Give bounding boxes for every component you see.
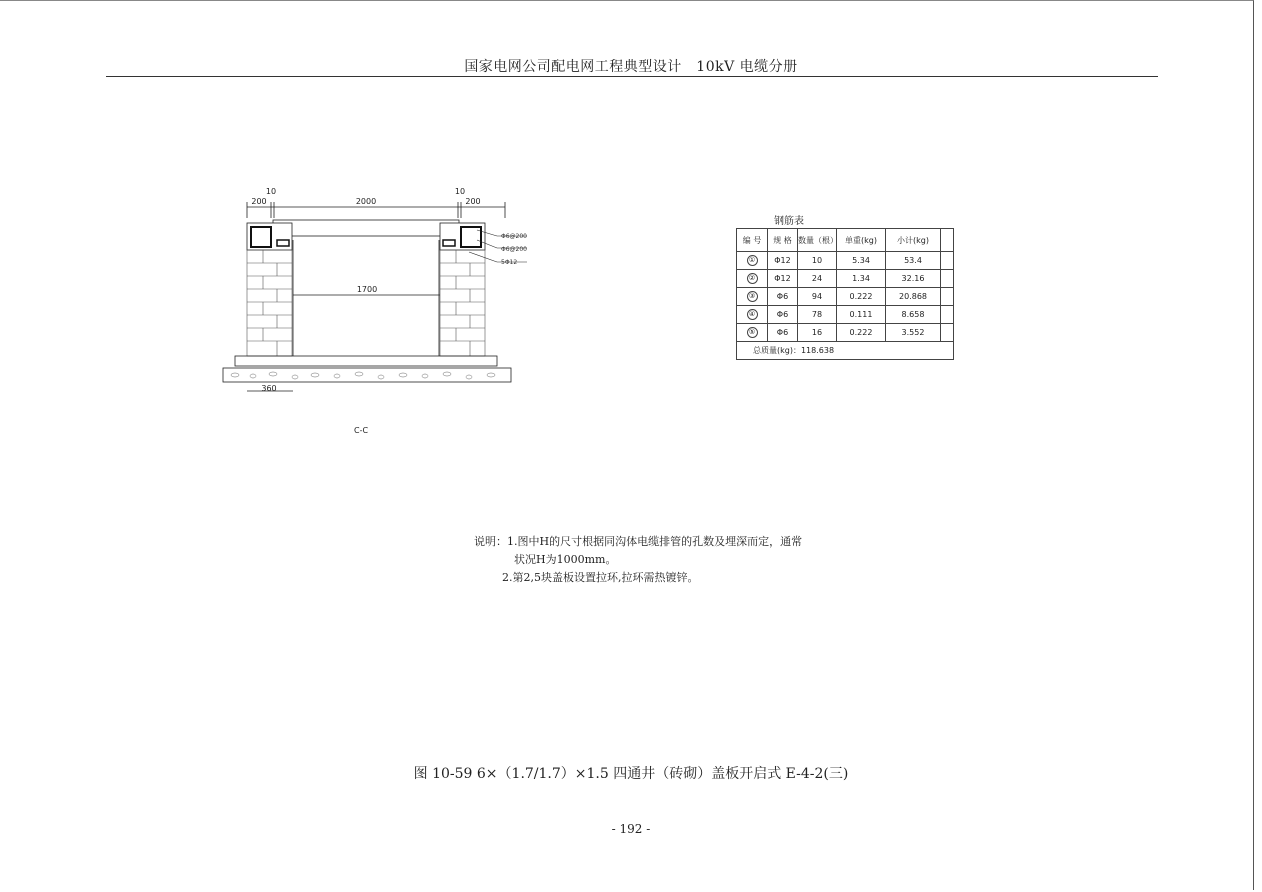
dim-gap-right: 10 bbox=[454, 187, 466, 196]
rebar-table bbox=[736, 228, 954, 360]
header-blank bbox=[941, 229, 954, 252]
table-row bbox=[737, 288, 954, 306]
cover-slab bbox=[273, 220, 459, 236]
header-title: 国家电网公司配电网工程典型设计 10kV 电缆分册 bbox=[464, 59, 798, 75]
row-no: ③ bbox=[747, 291, 758, 302]
callout-1-text: Φ6@200 bbox=[501, 233, 527, 240]
row-unit: 0.111 bbox=[837, 306, 886, 324]
note-1: 1.图中H的尺寸根据同沟体电缆排管的孔数及埋深而定，通常 bbox=[507, 535, 803, 548]
table-total-row bbox=[737, 342, 954, 360]
row-subtotal: 53.4 bbox=[886, 252, 941, 270]
notes-label: 说明： bbox=[474, 535, 507, 548]
gravel-texture bbox=[231, 372, 495, 379]
row-subtotal: 3.552 bbox=[886, 324, 941, 342]
table-header-row bbox=[737, 229, 954, 252]
header-spec: 规 格 bbox=[768, 229, 798, 252]
row-qty: 16 bbox=[798, 324, 837, 342]
row-unit: 5.34 bbox=[837, 252, 886, 270]
row-qty: 94 bbox=[798, 288, 837, 306]
row-spec: Φ6 bbox=[768, 288, 798, 306]
row-no: ⑤ bbox=[747, 327, 758, 338]
header-qty: 数量（根） bbox=[798, 229, 837, 252]
header-rule bbox=[106, 76, 1158, 77]
row-unit: 0.222 bbox=[837, 288, 886, 306]
note-2: 2.第2,5块盖板设置拉环,拉环需热镀锌。 bbox=[502, 571, 699, 584]
row-spec: Φ6 bbox=[768, 324, 798, 342]
dim-side-left: 200 bbox=[251, 197, 267, 206]
base-slab bbox=[235, 356, 497, 366]
table-row bbox=[737, 270, 954, 288]
brick-wall-left bbox=[247, 250, 292, 356]
row-unit: 1.34 bbox=[837, 270, 886, 288]
callout-2-text: Φ6@200 bbox=[501, 246, 527, 253]
row-qty: 24 bbox=[798, 270, 837, 288]
table-row bbox=[737, 324, 954, 342]
row-no: ② bbox=[747, 273, 758, 284]
row-spec: Φ12 bbox=[768, 270, 798, 288]
row-no: ④ bbox=[747, 309, 758, 320]
row-subtotal: 32.16 bbox=[886, 270, 941, 288]
table-row bbox=[737, 252, 954, 270]
dimension-labels bbox=[251, 187, 480, 393]
callout-3-text: 5Φ12 bbox=[501, 259, 518, 266]
dim-span: 2000 bbox=[355, 197, 377, 206]
row-spec: Φ12 bbox=[768, 252, 798, 270]
section-drawing-svg bbox=[215, 180, 535, 410]
header-unit: 单重(kg) bbox=[837, 229, 886, 252]
note-1-continued: 状况H为1000mm。 bbox=[514, 553, 617, 566]
header-subtotal: 小计(kg) bbox=[886, 229, 941, 252]
header-no: 编 号 bbox=[737, 229, 768, 252]
dim-side-right: 200 bbox=[465, 197, 481, 206]
figure-caption: 图 10-59 6×（1.7/1.7）×1.5 四通井（砖砌）盖板开启式 E-4-2(三) bbox=[413, 766, 849, 782]
brick-wall-right bbox=[440, 250, 485, 356]
row-spec: Φ6 bbox=[768, 306, 798, 324]
dim-base: 360 bbox=[261, 384, 277, 393]
section-label: C-C bbox=[354, 426, 369, 435]
row-qty: 78 bbox=[798, 306, 837, 324]
table-row bbox=[737, 306, 954, 324]
notes bbox=[474, 533, 802, 587]
row-qty: 10 bbox=[798, 252, 837, 270]
section-drawing bbox=[215, 180, 535, 410]
dim-gap-left: 10 bbox=[265, 187, 277, 196]
ring-beam-right bbox=[440, 223, 485, 250]
dim-inner: 1700 bbox=[356, 285, 378, 294]
row-no: ① bbox=[747, 255, 758, 266]
callout-labels bbox=[501, 233, 527, 266]
row-unit: 0.222 bbox=[837, 324, 886, 342]
page-number: - 192 - bbox=[611, 822, 651, 836]
row-subtotal: 8.658 bbox=[886, 306, 941, 324]
ring-beam-left bbox=[247, 223, 292, 250]
rebar-table-title: 钢筋表 bbox=[774, 216, 804, 227]
total-weight: 总质量(kg)：118.638 bbox=[737, 342, 954, 360]
row-subtotal: 20.868 bbox=[886, 288, 941, 306]
